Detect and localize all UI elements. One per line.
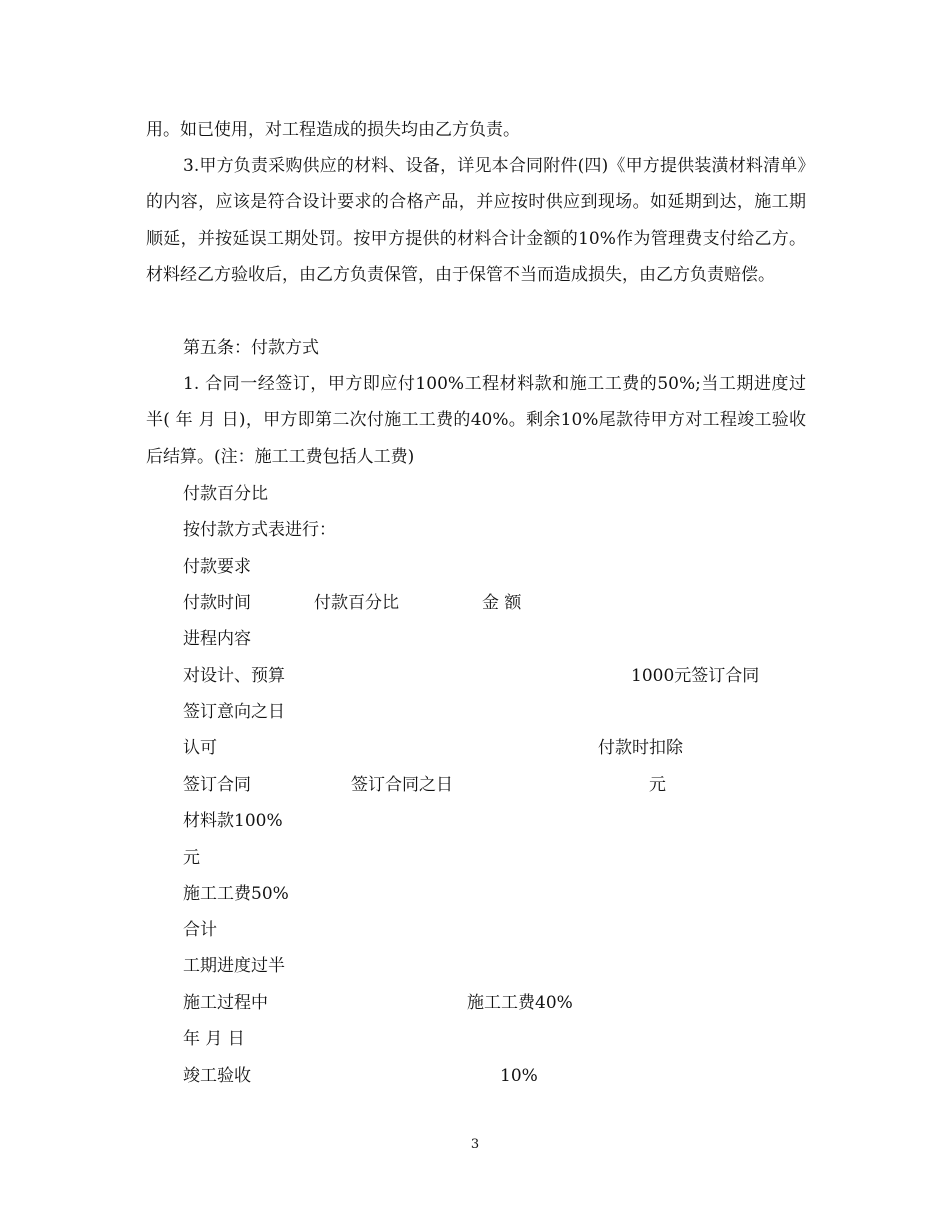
text-date-blank: 年 月 日 (183, 1029, 245, 1049)
text-payment-percentage-header: 付款百分比 (314, 593, 399, 613)
text-total: 合计 (183, 920, 217, 940)
text-payment-requirement: 付款要求 (183, 557, 251, 577)
paragraph-materials-clause: 3.甲方负责采购供应的材料、设备，详见本合同附件(四)《甲方提供装潢材料清单》的内容，应该是符合设计要求的合格产品，并应按时供应到现场。如延期到达，施工期顺延，并按延误工期处罚。按甲方提供的材料合计金额的10%作为管理费支付给乙方。材料经乙方验收后，由乙方负责保管，由于保管不当而造成损失，由乙方负责赔偿。 (146, 156, 806, 285)
section-heading-payment: 第五条：付款方式 (183, 338, 319, 358)
text-completion-acceptance: 竣工验收 (183, 1066, 251, 1086)
text-labor-40: 施工工费40% (467, 993, 573, 1013)
paragraph-payment-terms: 1. 合同一经签订，甲方即应付100%工程材料款和施工工费的50%;当工期进度过半( 年 月 日)，甲方即第二次付施工工费的40%。剩余10%尾款待甲方对工程竣工验收后结算。(注：施工工费包括人工费) (146, 374, 806, 467)
text-approve: 认可 (183, 738, 217, 758)
text-design-budget: 对设计、预算 (183, 666, 285, 686)
text-material-100: 材料款100% (183, 811, 283, 831)
text-1000-sign-contract: 1000元签订合同 (631, 666, 760, 686)
text-ten-percent: 10% (500, 1066, 538, 1086)
text-labor-50: 施工工费50% (183, 884, 289, 904)
text-yuan-2: 元 (183, 848, 200, 868)
text-intention-date: 签订意向之日 (183, 702, 285, 722)
text-during-construction: 施工过程中 (183, 993, 268, 1013)
text-sign-contract: 签订合同 (183, 775, 251, 795)
text-contract-date: 签订合同之日 (351, 775, 453, 795)
text-payment-percentage: 付款百分比 (183, 484, 268, 504)
text-half-progress: 工期进度过半 (183, 956, 285, 976)
text-payment-time: 付款时间 (183, 593, 251, 613)
text-yuan-1: 元 (649, 775, 666, 795)
text-follow-payment-table: 按付款方式表进行： (183, 520, 336, 540)
text-amount-header: 金 额 (482, 593, 522, 613)
text-progress-content: 进程内容 (183, 629, 251, 649)
text-deduct-on-payment: 付款时扣除 (598, 738, 683, 758)
page-number: 3 (470, 1137, 480, 1152)
paragraph-continuation: 用。如已使用，对工程造成的损失均由乙方负责。 (146, 120, 520, 140)
